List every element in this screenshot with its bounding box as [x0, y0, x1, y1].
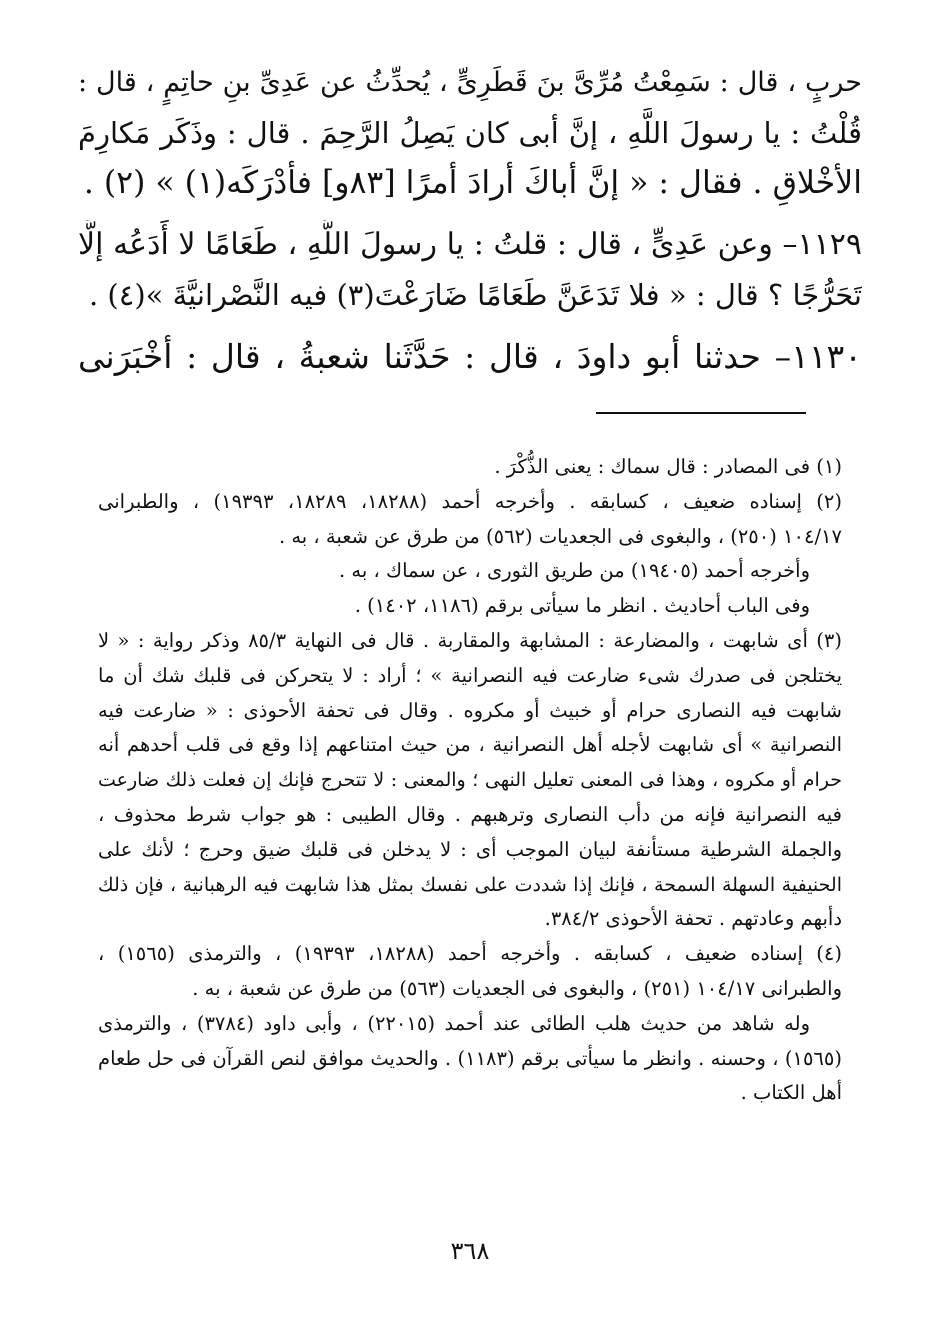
hadith-1129-line: ١١٢٩– وعن عَدِىٍّ ، قال : قلتُ : يا رسولَ اللَّهِ ، طَعَامًا لا أَدَعُه إلَّا: [78, 227, 862, 262]
main-line: الأخْلاقِ . فقال : « إنَّ أباكَ أرادَ أمرًا [٨٣و] فأدْرَكَه(١) » (٢) .: [83, 165, 862, 201]
footnote-line: النصرانية » أى شابهت لأجله أهل النصرانية ، من حيث امتناعهم إذا وقع فى قلب أحدهم أنه: [98, 733, 842, 757]
footnote-line: دأبهم وعادتهم . تحفة الأحوذى ٣٨٤/٢.: [544, 907, 842, 931]
footnote-line: وفى الباب أحاديث . انظر ما سيأتى برقم (١١٨٦، ١٤٠٢) .: [354, 594, 810, 618]
footnote-line: (٣) أى شابهت ، والمضارعة : المشابهة والمقاربة . قال فى النهاية ٨٥/٣ وذكر رواية : « لا: [98, 628, 842, 652]
footnote-line: شابهت فيه النصارى حرام أو خبيث أو مكروه . وقال فى تحفة الأحوذى : « ضارعت فيه: [98, 698, 842, 722]
footnote-line: وأخرجه أحمد (١٩٤٠٥) من طريق الثورى ، عن سماك ، به .: [339, 559, 810, 583]
footnote-line: الحنيفية السهلة السمحة ، فإنك إذا شددت على نفسك بمثل هذا شابهت فيه الرهبانية ، فإن ذلك: [98, 873, 842, 896]
footnote-line: (١) فى المصادر : قال سماك : يعنى الذُّكْرَ .: [494, 455, 842, 478]
footnote-line: والطبرانى ١٠٤/١٧ (٢٥١) ، والبغوى فى الجعديات (٥٦٣) من طرق عن شعبة ، به .: [192, 976, 842, 1000]
footnote-line: ١٠٤/١٧ (٢٥٠) ، والبغوى فى الجعديات (٥٦٢) من طرق عن شعبة ، به .: [278, 524, 842, 548]
main-line: حربٍ ، قال : سَمِعْتُ مُرِّىَّ بنَ قَطَرِىٍّ ، يُحدِّثُ عن عَدِىِّ بنِ حاتِمٍ ، قال :: [78, 67, 862, 98]
footnote-separator: [596, 412, 806, 414]
footnote-line: (٤) إسناده ضعيف ، كسابقه . وأخرجه أحمد (١٨٢٨٨، ١٩٣٩٣) ، والترمذى (١٥٦٥) ،: [98, 942, 842, 966]
hadith-1129-line: تَحَرُّجًا ؟ قال : « فلا تَدَعَنَّ طَعَامًا ضَارَعْتَ(٣) فيه النَّصْرانيَّةَ »(٤) .: [89, 278, 862, 312]
footnote-line: يختلجن فى صدرك شىء ضارعت فيه النصرانية » ؛ أراد : لا يتحركن فى قلبك شك أن ما: [98, 663, 842, 687]
footnotes: [98, 450, 842, 1111]
page-number: ٣٦٨: [450, 1237, 490, 1265]
footnote-line: وله شاهد من حديث هلب الطائى عند أحمد (٢٢٠١٥) ، وأبى داود (٣٧٨٤) ، والترمذى: [98, 1011, 810, 1035]
footnote-line: أهل الكتاب .: [740, 1081, 842, 1105]
main-text: [78, 58, 862, 382]
footnote-line: (١٥٦٥) ، وحسنه . وانظر ما سيأتى برقم (١١٨٣) . والحديث موافق لنص القرآن فى حل طعام: [98, 1046, 842, 1070]
footnote-line: (٢) إسناده ضعيف ، كسابقه . وأخرجه أحمد (١٨٢٨٨، ١٨٢٨٩، ١٩٣٩٣) ، والطبرانى: [98, 489, 842, 513]
main-line: قُلْتُ : يا رسولَ اللَّهِ ، إنَّ أبى كان يَصِلُ الرَّحِمَ . قال : وذَكَر مَكارِمَ: [78, 116, 862, 150]
footnote-line: والجملة الشرطية مستأنفة لبيان الموجب أى : لا يدخلن فى قلبك ضيق وحرج ؛ لأنك على: [98, 837, 842, 861]
hadith-1130-line: ١١٣٠– حدثنا أبو داودَ ، قال : حَدَّثَنا شعبةُ ، قال : أخْبَرَنى: [78, 337, 862, 376]
footnote-line: فيه النصرانية فإنه من دأب النصارى وترهبهم . وقال الطيبى : هو جواب شرط محذوف ،: [98, 802, 842, 826]
footnote-line: حرام أو مكروه ، وهذا فى المعنى تعليل النهى ؛ والمعنى : لا تتحرج فإنك إن فعلت ذلك ضارعت: [98, 769, 842, 792]
